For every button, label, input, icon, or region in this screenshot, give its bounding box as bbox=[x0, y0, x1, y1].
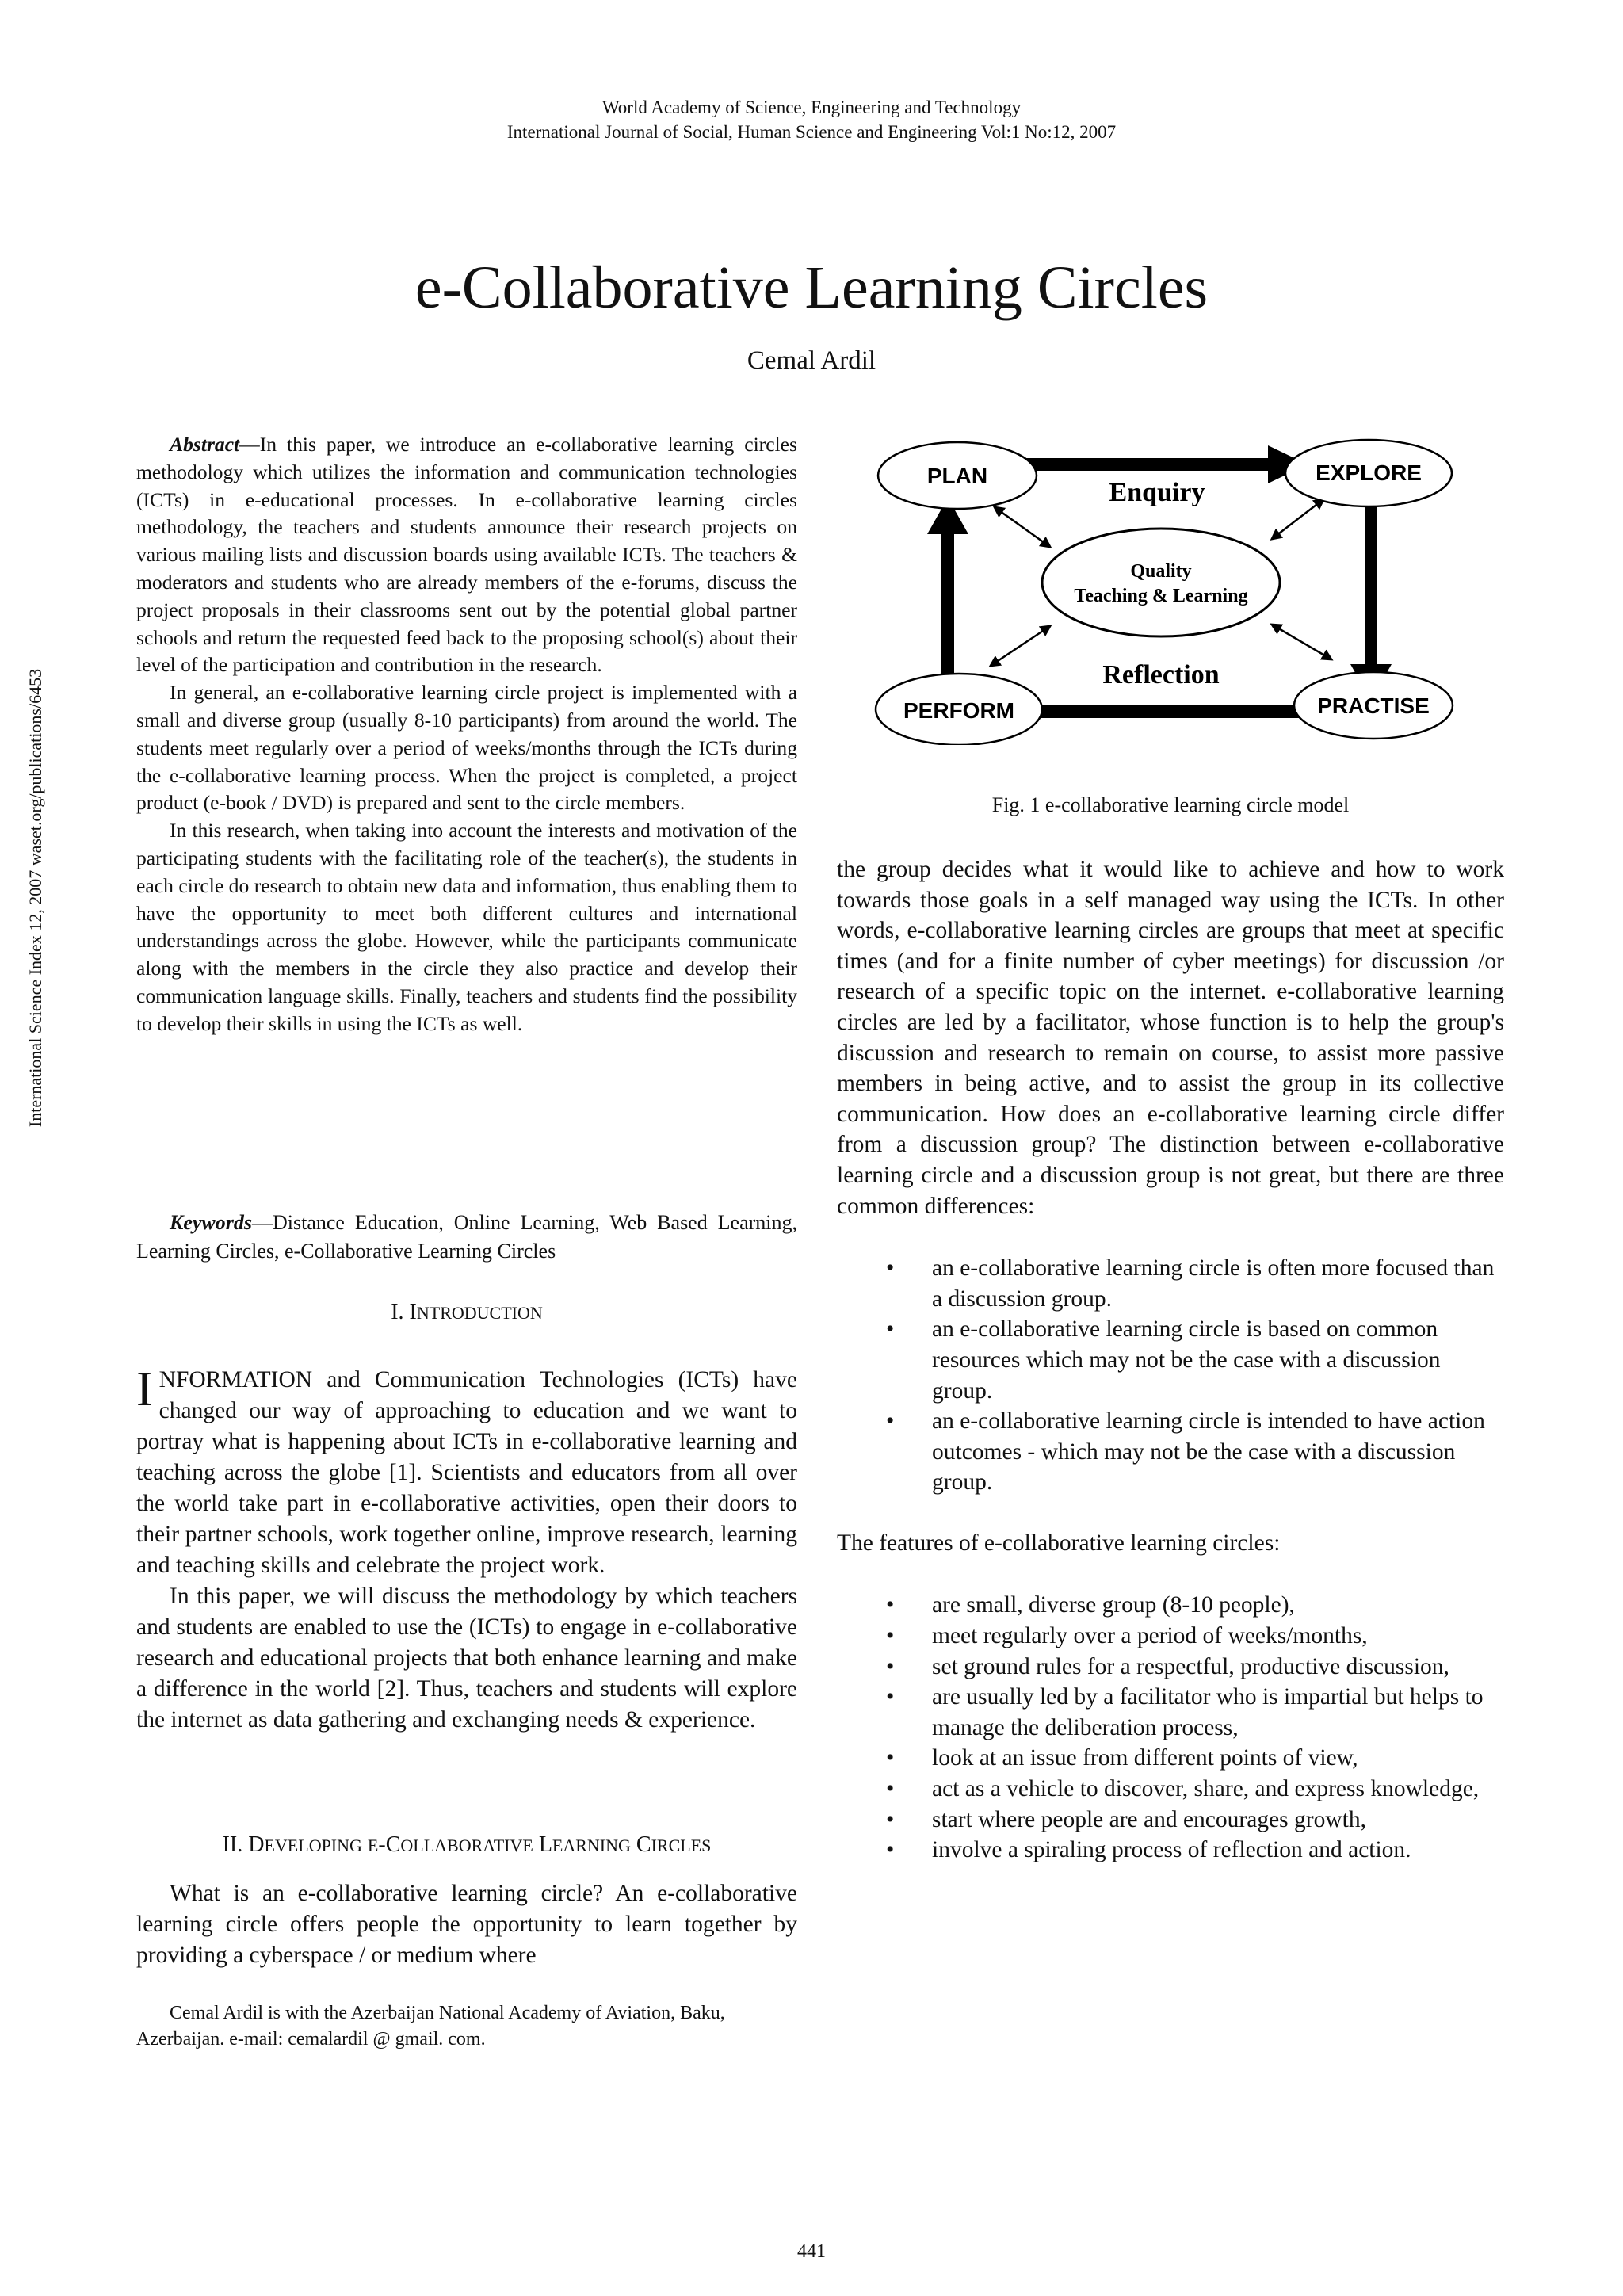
list-item bbox=[837, 1652, 1504, 1683]
reflection-label: Reflection bbox=[1102, 660, 1220, 690]
center-label-1: Quality bbox=[1130, 561, 1192, 582]
author-name: Cemal Ardil bbox=[747, 346, 876, 375]
list-item bbox=[837, 1682, 1504, 1743]
bullet-icon: • bbox=[886, 1408, 895, 1435]
practise-label: PRACTISE bbox=[1317, 693, 1430, 718]
enquiry-label: Enquiry bbox=[1109, 478, 1205, 507]
paper-title: e-Collaborative Learning Circles bbox=[414, 254, 1209, 321]
list-item-text: look at an issue from different points of view, bbox=[932, 1745, 1358, 1771]
list-item bbox=[837, 1314, 1504, 1406]
right-p1b: . In other words, e-collaborative learning circles are groups that meet at specific times (and for a finite number of cyber meetings) for discussion /or research of a specific topic on the internet bbox=[837, 887, 1504, 1005]
keywords-text: —Distance Education, Online Learning, Web Based Learning, Learning Circles, e-Collaborative Learning Circles bbox=[136, 1211, 797, 1263]
list-item-text: are usually led by a facilitator who is impartial but helps to manage the deliberation process, bbox=[932, 1684, 1484, 1740]
list-item-text: involve a spiraling process of reflection and action. bbox=[932, 1837, 1411, 1863]
list-item bbox=[837, 1621, 1504, 1652]
quality-center-node bbox=[1042, 529, 1280, 636]
perform-label: PERFORM bbox=[903, 698, 1014, 723]
explore-label: EXPLORE bbox=[1316, 460, 1422, 485]
abstract bbox=[136, 431, 797, 1038]
list-item-text: act as a vehicle to discover, share, and express knowledge, bbox=[932, 1776, 1480, 1802]
center-label-2: Teaching & Learning bbox=[1074, 586, 1248, 606]
right-column bbox=[837, 854, 1504, 1866]
differences-list bbox=[837, 1253, 1504, 1498]
learning-circle-diagram bbox=[872, 428, 1455, 745]
bullet-icon: • bbox=[886, 1684, 895, 1710]
list-item-text: meet regularly over a period of weeks/months, bbox=[932, 1623, 1368, 1649]
header-line-2: International Journal of Social, Human Science and Engineering Vol:1 No:12, 2007 bbox=[506, 122, 1117, 142]
list-item-text: an e-collaborative learning circle is based on common resources which may not be the case with a discussion group. bbox=[932, 1316, 1441, 1404]
list-item bbox=[837, 1835, 1504, 1866]
bullet-icon: • bbox=[886, 1316, 895, 1343]
bullet-icon: • bbox=[886, 1806, 895, 1832]
abstract-p2: In general, an e-collaborative learning circle project is implemented with a small and diverse group (usually 8-10 participants) from around the world. The students meet regularly over a period of weeks/months through the ICTs during the e-collaborative learning process. When the project is completed, a project product (e-book / DVD) is prepared and sent to the circle members. bbox=[136, 681, 797, 815]
abstract-p3: In this research, when taking into account the interests and motivation of the participating students with the facilitating role of the teacher(s), the students in each circle do research to obtain new data and information, thus enabling them to have the opportunity to meet both different cultures and international understandings across the globe. However, while the participants communicate along with the members in the circle they also practice and develop their communication language skills. Finally, teachers and students find the possibility to develop their skills in using the ICTs as well. bbox=[136, 819, 797, 1035]
list-item-text: are small, diverse group (8-10 people), bbox=[932, 1592, 1295, 1618]
bullet-icon: • bbox=[886, 1623, 895, 1649]
section-heading-introduction: I. INTRODUCTION bbox=[391, 1300, 543, 1324]
footnote: Cemal Ardil is with the Azerbaijan National Academy of Aviation, Baku, Azerbaijan. e-mail: cemalardil @ gmail. com. bbox=[136, 2003, 725, 2050]
journal-header bbox=[0, 95, 1623, 144]
list-item-text: set ground rules for a respectful, productive discussion, bbox=[932, 1653, 1449, 1679]
bullet-icon: • bbox=[886, 1837, 895, 1863]
header-line-1: World Academy of Science, Engineering and Technology bbox=[601, 97, 1022, 117]
section2-body: What is an e-collaborative learning circle? An e-collaborative learning circle offers people the opportunity to learn together by providing a cyberspace / or medium where bbox=[136, 1881, 797, 1968]
introduction bbox=[136, 1362, 797, 1736]
abstract-p1: —In this paper, we introduce an e-collaborative learning circles methodology which utilizes the information and communication technologies (ICTs) in e-educational processes. In e-collaborative learning circles methodology, the teachers and students announce their research projects on various mailing lists and discussion boards using available ICTs. The teachers & moderators and students who are already members of the e-forums, discuss the project proposals in their classrooms sent out by the potential global partner schools and return the requested feed back to the proposing school(s) about their level of the participation and contribution in the research. bbox=[136, 433, 797, 677]
abstract-label: Abstract bbox=[170, 433, 240, 456]
bullet-icon: • bbox=[886, 1653, 895, 1679]
bullet-icon: • bbox=[886, 1776, 895, 1802]
right-p1c: . e-collaborative learning circles are led by a facilitator, whose function is to help the group's discussion and research to remain on course, to assist more passive members in being active, and to assist the group in its collective communication. How does an e-collaborative learning circle differ from a discussion group? The distinction between e-collaborative learning circle and a discussion group is not great, but there are three common differences: bbox=[837, 979, 1504, 1219]
drop-cap: I bbox=[136, 1362, 153, 1416]
bullet-icon: • bbox=[886, 1592, 895, 1618]
keywords-label: Keywords bbox=[170, 1211, 252, 1234]
figure-caption: Fig. 1 e-collaborative learning circle model bbox=[991, 793, 1350, 816]
list-item bbox=[837, 1590, 1504, 1621]
section-heading-developing: II. DEVELOPING E-COLLABORATIVE LEARNING CIRCLES bbox=[222, 1832, 712, 1857]
list-item bbox=[837, 1774, 1504, 1805]
right-p1a: the group decides what it would like to achieve and how to work towards those goals in a self managed way using the ICTs bbox=[837, 857, 1504, 913]
keywords bbox=[136, 1209, 797, 1266]
side-note: International Science Index 12, 2007 waset.org/publications/6453 bbox=[25, 668, 45, 1128]
plan-label: PLAN bbox=[926, 464, 988, 488]
list-item bbox=[837, 1406, 1504, 1498]
bullet-icon: • bbox=[886, 1255, 895, 1282]
list-item-text: an e-collaborative learning circle is intended to have action outcomes - which may not be the case with a discussion group. bbox=[932, 1408, 1485, 1496]
list-item-text: start where people are and encourages growth, bbox=[932, 1806, 1366, 1832]
list-item-text: an e-collaborative learning circle is often more focused than a discussion group. bbox=[932, 1255, 1495, 1312]
features-heading: The features of e-collaborative learning circles: bbox=[837, 1530, 1281, 1556]
page-number: 441 bbox=[797, 2241, 826, 2262]
features-list bbox=[837, 1590, 1504, 1865]
intro-p1: NFORMATION and Communication Technologies (ICTs) have changed our way of approaching to education and we want to portray what is happening about ICTs in e-collaborative learning and teaching across the globe [1]. Scientists and educators from all over the world take part in e-collaborative activities, open their doors to their partner schools, work together online, improve research, learning and teaching skills and celebrate the project work. bbox=[136, 1367, 797, 1578]
intro-p2: In this paper, we will discuss the methodology by which teachers and students are enabled to use the (ICTs) to engage in e-collaborative research and educational projects that both enhance learning and make a difference in the world [2]. Thus, teachers and students will explore the internet as data gathering and exchanging needs & experience. bbox=[136, 1584, 797, 1733]
bullet-icon: • bbox=[886, 1745, 895, 1771]
list-item bbox=[837, 1253, 1504, 1314]
list-item bbox=[837, 1743, 1504, 1774]
list-item bbox=[837, 1805, 1504, 1836]
